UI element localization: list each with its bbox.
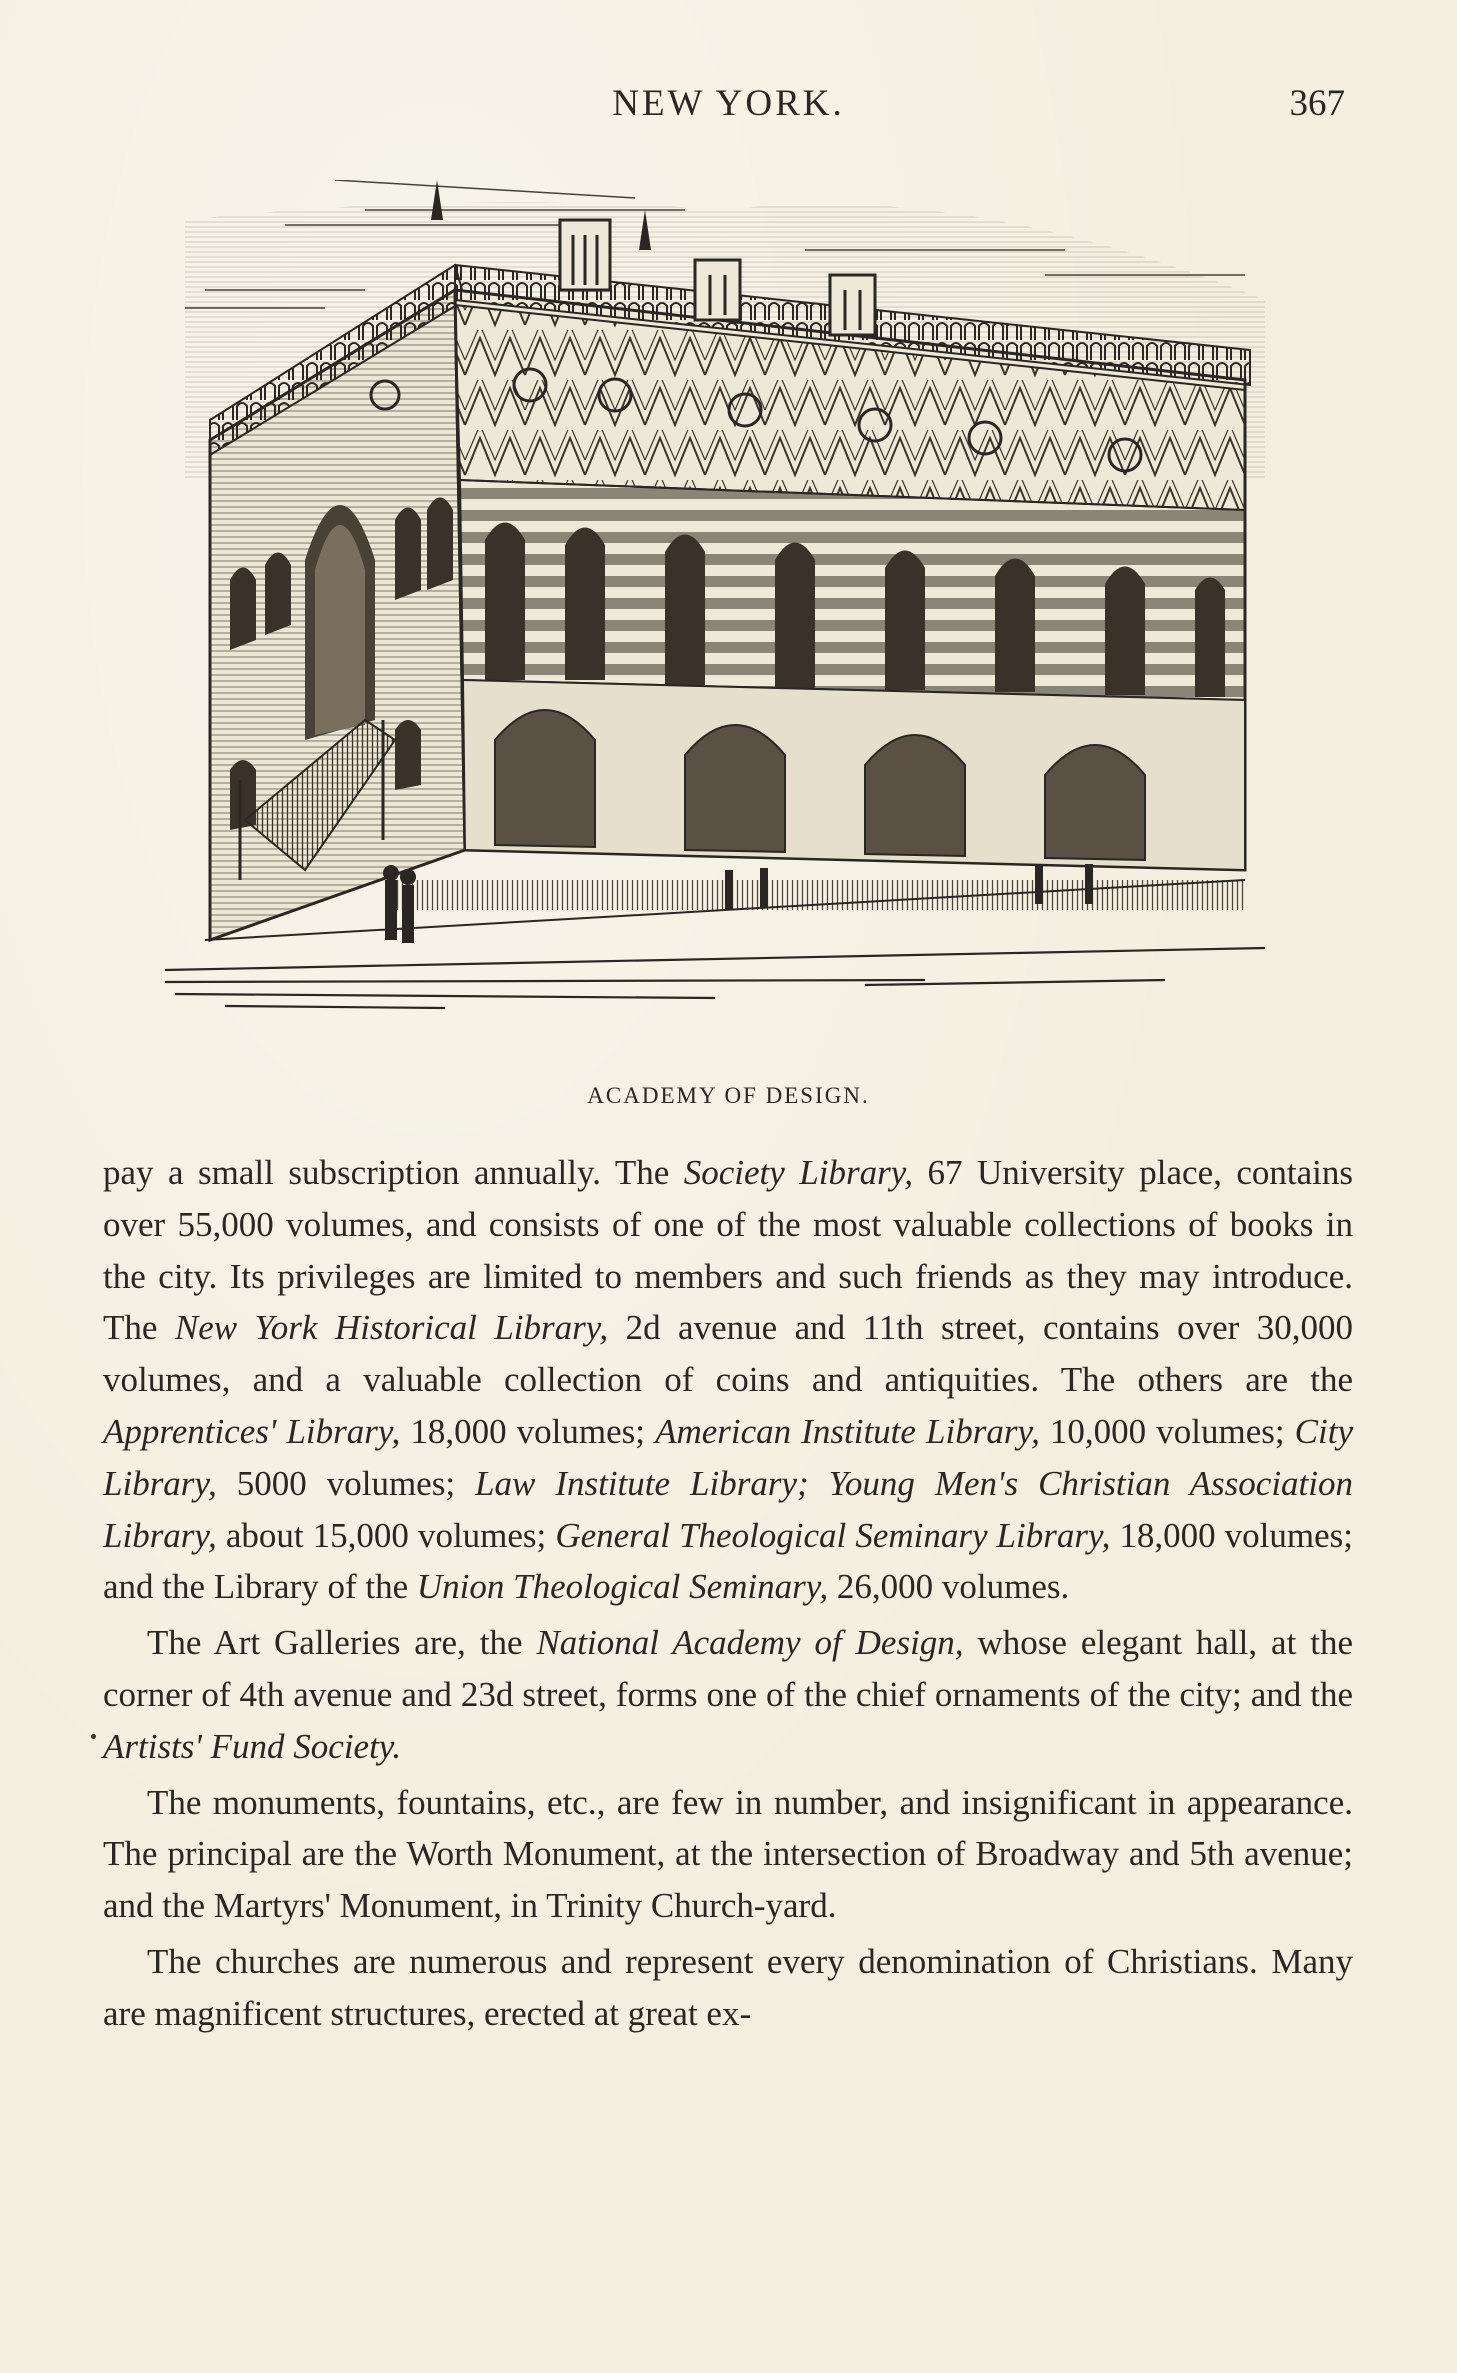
printing-speck (91, 1734, 96, 1739)
text-run: pay a small subscription annually. The (103, 1153, 684, 1192)
italic-run: Society Library, (683, 1153, 914, 1192)
page-header (0, 82, 1457, 132)
text-run: The Art Galleries are, the (147, 1623, 537, 1663)
italic-run: New York Historical Library, (174, 1308, 609, 1348)
page-number: 367 (1289, 83, 1345, 124)
italic-run: Artists' Fund Society. (103, 1726, 402, 1766)
text-run: about 15,000 volumes; (216, 1515, 556, 1555)
paragraph (103, 1936, 1353, 2040)
italic-run: General Theological Seminary Library, (555, 1515, 1111, 1555)
academy-of-design-illustration (165, 180, 1295, 1060)
text-run: The churches are numerous and represent every denomination of Christians. Many are magnificent structures, erected at great ex- (103, 1941, 1353, 2033)
text-run: whose elegant hall, at the corner of 4th avenue and 23d street, forms one of the chief ornaments of the city; and the (103, 1623, 1354, 1714)
text-run: 2d avenue and 11th street, contains over 30,000 volumes, and a valuable collection of coins and antiquities. The others are the (103, 1308, 1353, 1400)
italic-run: Union Theological Seminary, (416, 1567, 829, 1607)
italic-run: City Library, (103, 1411, 1353, 1503)
italic-run: Apprentices' Library, (103, 1411, 401, 1451)
running-head: NEW YORK. (612, 83, 845, 124)
paragraph (103, 1617, 1353, 1772)
body-text (103, 1147, 1353, 2040)
text-run: 5000 volumes; (216, 1463, 476, 1503)
text-run: 18,000 volumes; and the Library of the (103, 1515, 1354, 1607)
text-run: 10,000 volumes; (1039, 1411, 1295, 1451)
building-engraving (165, 180, 1295, 1060)
text-run: 67 University place, contains over 55,000 volumes, and consists of one of the most valuable collections of books in the city. Its privileges are limited to members and such friends as they may introduce. The (103, 1153, 1353, 1348)
text-run: The monuments, fountains, etc., are few in number, and insignificant in appearance. The principal are the Worth Monument, at the intersection of Broadway and 5th avenue; and the Martyrs' Monument, in Trinity Church-yard. (103, 1782, 1353, 1926)
paragraph (103, 1147, 1353, 1613)
italic-run: National Academy of Design, (536, 1623, 964, 1663)
italic-run: American Institute Library, (655, 1411, 1040, 1451)
text-run: 18,000 volumes; (400, 1411, 656, 1451)
figure-caption: ACADEMY OF DESIGN. (587, 1083, 870, 1108)
text-run: 26,000 volumes. (828, 1567, 1070, 1607)
italic-run: Law Institute Library; Young Men's Christian Association Library, (103, 1463, 1354, 1555)
paragraph (103, 1777, 1353, 1932)
